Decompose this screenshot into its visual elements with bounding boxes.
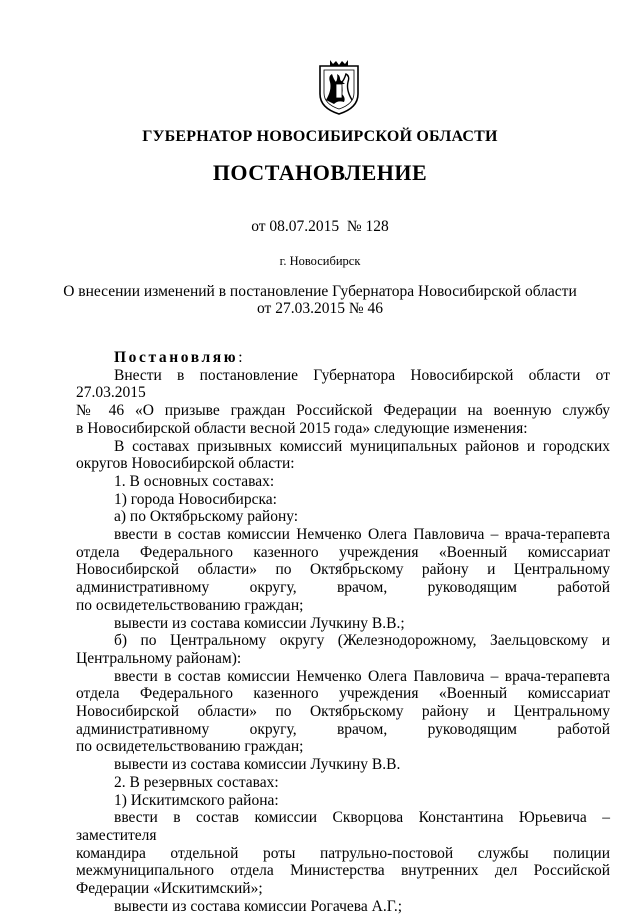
body-line: 2. В резервных составах: — [114, 773, 279, 791]
body-line: в Новосибирской области весной 2015 года» следующие изменения: — [76, 419, 528, 437]
body-line: административному округу, врачом, руководящим работой — [76, 720, 610, 738]
body-line: 1) города Новосибирска: — [114, 490, 277, 508]
body-line: межмуниципального отдела Министерства внутренних дел Российской — [76, 862, 610, 880]
body-line: вывести из состава комиссии Рогачева А.Г.; — [114, 897, 403, 915]
subject-line-1: О внесении изменений в постановление Губернатора Новосибирской области — [63, 283, 577, 300]
body-line: Новосибирской области» по Октябрьскому району и Центральному — [76, 703, 610, 721]
subject-line-2: от 27.03.2015 № 46 — [257, 300, 383, 317]
body-line: по освидетельствованию граждан; — [76, 596, 304, 614]
decree-line — [76, 349, 610, 367]
coat-of-arms-icon — [316, 60, 362, 116]
document-body — [76, 349, 610, 916]
body-line: Центральному районам): — [76, 649, 242, 667]
decree-word: Постановляю — [114, 349, 239, 366]
subject-block — [0, 283, 640, 317]
body-line: по освидетельствованию граждан; — [76, 738, 304, 756]
body-line: 1. В основных составах: — [114, 472, 275, 490]
body-line: Новосибирской области» по Октябрьскому району и Центральному — [76, 561, 610, 579]
body-line: № 46 «О призыве граждан Российской Федерации на военную службу — [76, 402, 610, 420]
body-line: округов Новосибирской области: — [76, 455, 295, 473]
body-line: 1) Искитимского района: — [114, 791, 279, 809]
document-type-title: ПОСТАНОВЛЕНИЕ — [212, 160, 428, 185]
body-line: а) по Октябрьскому району: — [114, 508, 299, 526]
body-line: вывести из состава комиссии Лучкину В.В. — [114, 756, 401, 774]
city-line: г. Новосибирск — [279, 254, 361, 268]
body-line: отдела Федерального казенного учреждения «Военный комиссариат — [76, 685, 610, 703]
body-line: ввести в состав комиссии Немченко Олега Павловича – врача-терапевта — [114, 526, 610, 544]
body-line: Внести в постановление Губернатора Новосибирской области от 27.03.2015 — [76, 366, 610, 402]
body-line: ввести в состав комиссии Немченко Олега Павловича – врача-терапевта — [114, 667, 610, 685]
body-line: б) по Центральному округу (Железнодорожному, Заельцовскому и — [114, 632, 610, 650]
decree-colon: : — [238, 349, 243, 366]
body-line: вывести из состава комиссии Лучкину В.В.; — [114, 614, 405, 632]
body-line: Федерации «Искитимский»; — [76, 880, 263, 898]
date-and-number: от 08.07.2015 № 128 — [251, 218, 389, 235]
body-line: ввести в состав комиссии Скворцова Константина Юрьевича – заместителя — [76, 809, 610, 844]
body-line: административному округу, врачом, руководящим работой — [76, 579, 610, 597]
body-line: отдела Федерального казенного учреждения «Военный комиссариат — [76, 543, 610, 561]
governor-heading: ГУБЕРНАТОР НОВОСИБИРСКОЙ ОБЛАСТИ — [142, 128, 498, 145]
body-line: командира отдельной роты патрульно-постовой службы полиции — [76, 844, 610, 862]
body-line: В составах призывных комиссий муниципальных районов и городских — [114, 437, 610, 455]
